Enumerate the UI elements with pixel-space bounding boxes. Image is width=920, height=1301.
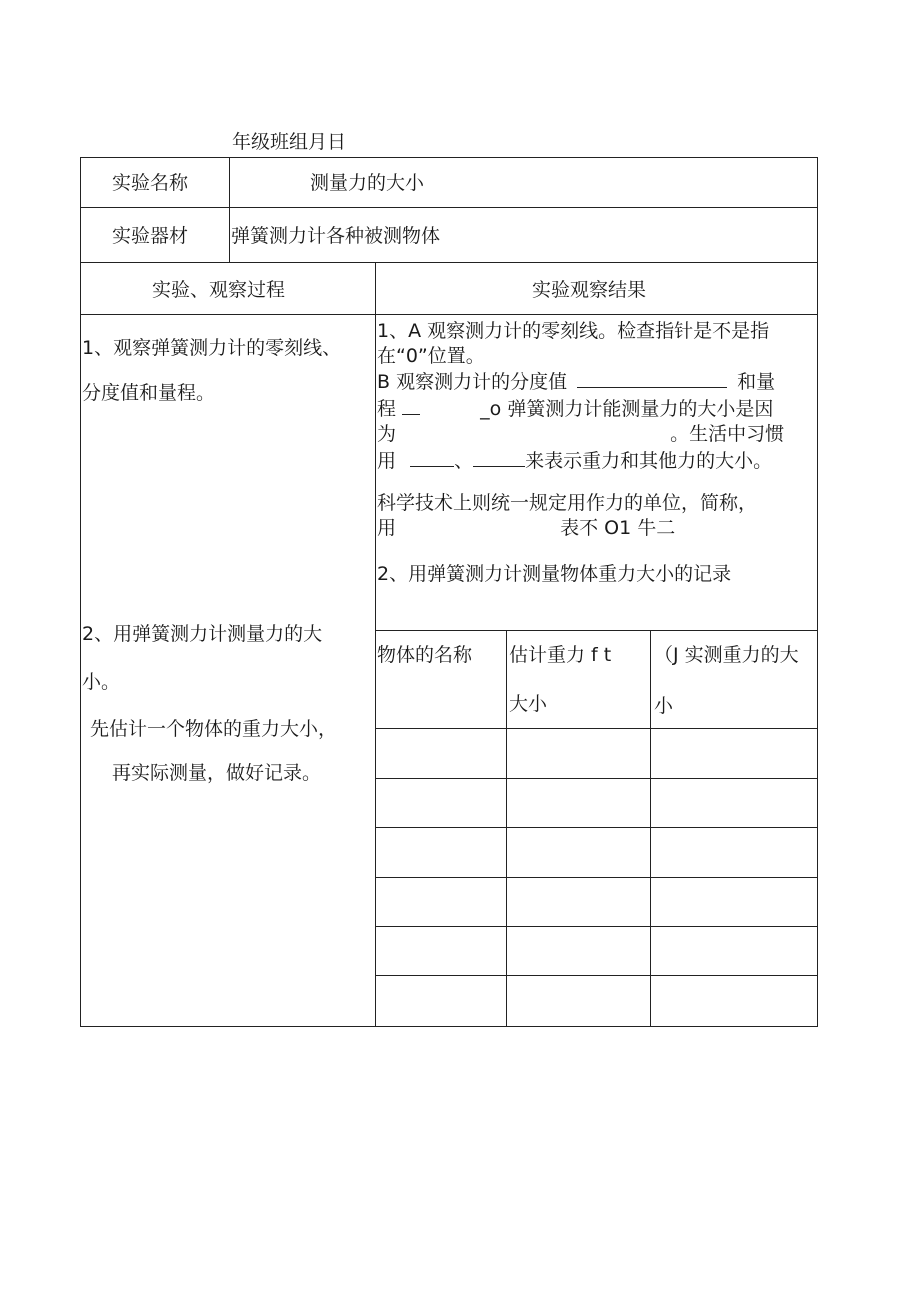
table-row[interactable]	[376, 976, 506, 1026]
table-row[interactable]	[376, 878, 506, 926]
experiment-name-value: 测量力的大小	[310, 172, 425, 194]
result-b-line3-end: 。生活中习惯	[670, 423, 785, 445]
record-col-divider	[506, 630, 507, 1026]
row-divider	[80, 207, 818, 208]
result-a-line2: 在“0”位置。	[377, 345, 485, 367]
step2-text-line4: 再实际测量，做好记录。	[112, 762, 322, 784]
record-col-measured-line2: 小	[654, 695, 674, 717]
result-c-line2-end: 表不 O1 牛二	[560, 517, 676, 539]
range-blank[interactable]	[402, 396, 420, 415]
table-border-top	[80, 157, 818, 158]
table-border-bottom	[80, 1026, 818, 1027]
record-col-estimate-line1: 估计重力 f t	[509, 644, 612, 666]
unit-blank-2[interactable]	[473, 448, 525, 467]
equipment-label: 实验器材	[112, 225, 189, 247]
result-a-line1: 1、A 观察测力计的零刻线。检查指针是不是指	[377, 320, 770, 342]
result-b-line1-start: B 观察测力计的分度值	[377, 371, 568, 393]
result-b-line2-start: 程	[377, 398, 397, 420]
record-col-divider	[650, 630, 651, 1026]
division-value-blank[interactable]	[577, 369, 727, 388]
table-row[interactable]	[376, 828, 506, 877]
result-b-line4-sep: 、	[454, 450, 474, 472]
result-b-line3-start: 为	[377, 423, 397, 445]
label-divider	[229, 157, 230, 262]
record-col-measured-line1: （J 实测重力的大	[654, 644, 799, 666]
record-title: 2、用弹簧测力计测量物体重力大小的记录	[377, 563, 732, 585]
table-row[interactable]	[376, 927, 506, 975]
date-line: 年级班组月日	[232, 131, 347, 153]
result-b-line3	[377, 422, 784, 446]
result-b-line1-end: 和量	[737, 371, 776, 393]
results-column-header: 实验观察结果	[532, 279, 647, 301]
record-col-estimate-line2: 大小	[509, 693, 548, 715]
experiment-name-label: 实验名称	[112, 172, 189, 194]
step1-text-line1: 1、观察弹簧测力计的零刻线、	[82, 337, 342, 359]
step2-text-line2: 小。	[82, 671, 121, 693]
step1-text-line2: 分度值和量程。	[82, 382, 216, 404]
result-b-line2-mark: _o	[480, 398, 502, 420]
record-table-top	[375, 630, 817, 631]
result-b-line4-start: 用	[377, 450, 397, 472]
step2-text-line1: 2、用弹簧测力计测量力的大	[82, 623, 323, 645]
result-c-line1: 科学技术上则统一规定用作力的单位，简称，	[377, 492, 758, 514]
equipment-value: 弹簧测力计各种被测物体	[231, 225, 441, 247]
row-divider	[80, 314, 818, 315]
table-row[interactable]	[376, 729, 506, 778]
table-border-left	[80, 157, 81, 1027]
result-b-line4	[377, 448, 772, 473]
unit-blank-1[interactable]	[410, 448, 454, 467]
table-row[interactable]	[376, 779, 506, 827]
step2-text-line3: 先估计一个物体的重力大小，	[90, 718, 338, 740]
result-b-line1	[377, 369, 775, 394]
process-column-header: 实验、观察过程	[152, 279, 286, 301]
result-b-line2	[377, 396, 773, 421]
result-c-line2	[377, 516, 675, 540]
table-border-right	[817, 157, 818, 1027]
result-b-line2-end: 弹簧测力计能测量力的大小是因	[507, 398, 774, 420]
record-col-object-name: 物体的名称	[377, 644, 473, 666]
row-divider	[80, 262, 818, 263]
result-b-line4-end: 来表示重力和其他力的大小。	[525, 450, 773, 472]
result-c-line2-start: 用	[377, 517, 397, 539]
